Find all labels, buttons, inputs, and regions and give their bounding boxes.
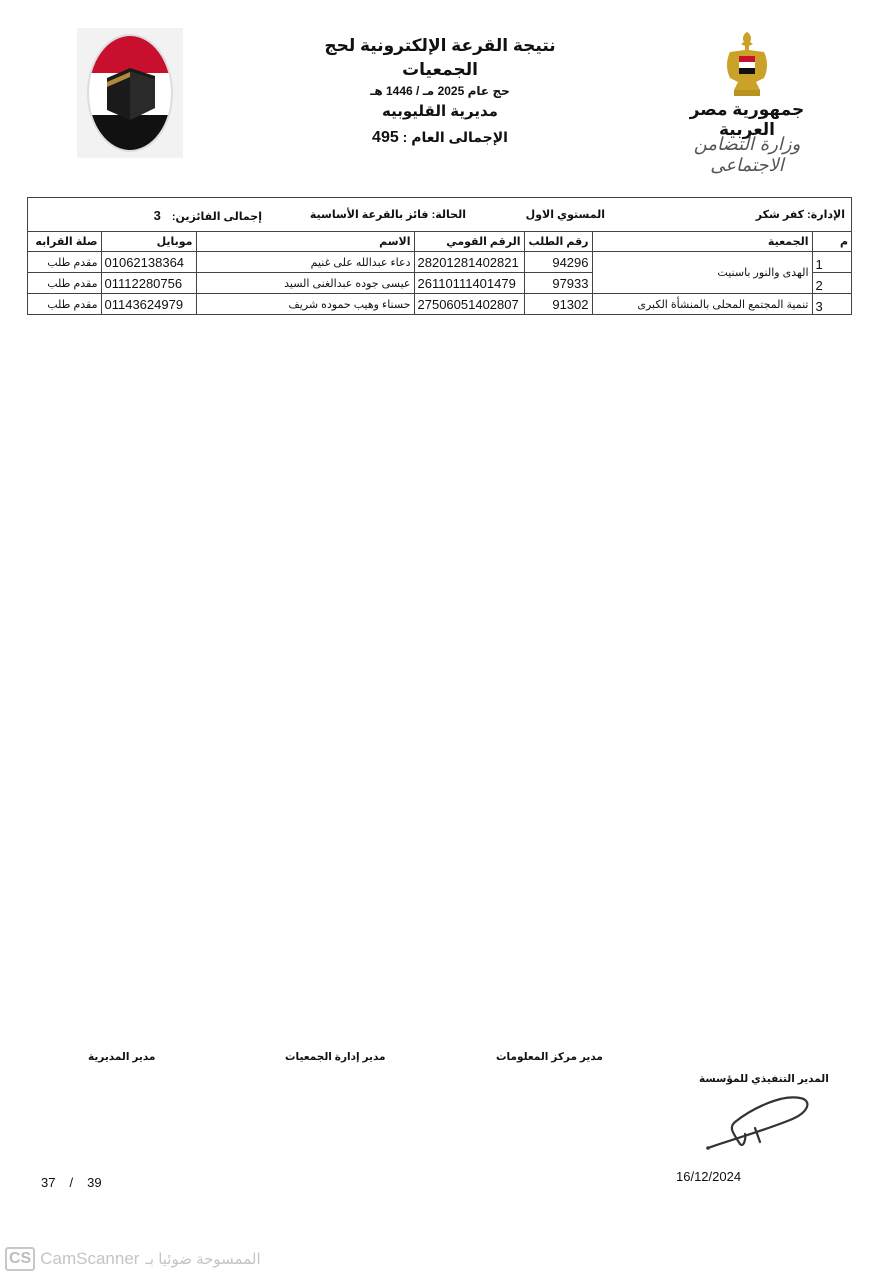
document-date: 16/12/2024: [676, 1169, 742, 1184]
cell-relation: مقدم طلب: [28, 294, 101, 315]
page-total: 39: [87, 1175, 102, 1190]
page-number: [41, 1175, 102, 1190]
results-table: [27, 197, 852, 315]
cell-relation: مقدم طلب: [28, 252, 101, 273]
kaaba-ministry-logo-icon: [77, 28, 183, 158]
cell-index: 1: [812, 252, 851, 273]
camscanner-prefix: الممسوحة ضوئيا بـ: [145, 1251, 261, 1268]
col-relation: صلة القرابه: [28, 232, 101, 252]
handwritten-signature-icon: [700, 1092, 815, 1157]
page-current: 37: [41, 1175, 56, 1190]
cell-name: عيسى جوده عبدالغنى السيد: [196, 273, 414, 294]
sig-executive-director: المدير التنفيذي للمؤسسة: [699, 1073, 829, 1085]
camscanner-watermark: [5, 1246, 261, 1272]
cell-request-no: 94296: [524, 252, 592, 273]
winners-value: 3: [153, 208, 161, 223]
cell-index: 3: [812, 294, 851, 315]
directorate-name: مديرية القليوبيه: [382, 103, 498, 120]
status: [310, 208, 466, 221]
cell-name: حسناء وهيب حموده شريف: [196, 294, 414, 315]
col-name: الاسم: [196, 232, 414, 252]
page-separator: /: [69, 1175, 74, 1190]
col-request-no: رقم الطلب: [524, 232, 592, 252]
egypt-eagle-emblem-icon: [712, 30, 782, 100]
republic-name: جمهورية مصر العربية: [689, 100, 805, 139]
report-info-row: [28, 198, 851, 232]
sig-info-center-manager: مدير مركز المعلومات: [496, 1051, 603, 1063]
winners-grid: [28, 232, 851, 314]
document-header: [290, 34, 590, 151]
administration-value: كفر شكر: [755, 209, 805, 221]
cell-relation: مقدم طلب: [28, 273, 101, 294]
sig-associations-manager: مدير إدارة الجمعيات: [285, 1051, 386, 1063]
cell-national-id: 27506051402807: [414, 294, 524, 315]
cell-index: 2: [812, 273, 851, 294]
document-title: نتيجة القرعة الإلكترونية لحج الجمعيات: [324, 36, 556, 79]
col-association: الجمعية: [592, 232, 812, 252]
grand-total-label: الإجمالى العام :: [402, 129, 508, 145]
administration-label: الإدارة:: [807, 209, 845, 221]
camscanner-logo-icon: CS: [5, 1247, 35, 1271]
winners-label: إجمالى الفائزين:: [171, 211, 262, 223]
cell-mobile: 01112280756: [101, 273, 196, 294]
cell-name: دعاء عبدالله على غنيم: [196, 252, 414, 273]
cell-national-id: 26110111401479: [414, 273, 524, 294]
col-index: م: [812, 232, 851, 252]
cell-request-no: 97933: [524, 273, 592, 294]
cell-mobile: 01143624979: [101, 294, 196, 315]
grand-total-value: 495: [372, 129, 399, 146]
status-value: فائز بالقرعة الأساسية: [309, 209, 429, 221]
cell-national-id: 28201281402821: [414, 252, 524, 273]
hajj-year: حج عام 2025 مـ / 1446 هـ: [370, 84, 510, 98]
administration: [756, 208, 845, 221]
col-national-id: الرقم القومي: [414, 232, 524, 252]
cell-request-no: 91302: [524, 294, 592, 315]
cell-association: تنمية المجتمع المحلى بالمنشأة الكبرى: [592, 294, 812, 315]
cell-association: الهدى والنور باسنيت: [592, 252, 812, 294]
table-row: [28, 252, 851, 273]
ministry-name: وزارة التضامن الاجتماعى: [693, 134, 801, 176]
cell-mobile: 01062138364: [101, 252, 196, 273]
winners-total: [154, 208, 262, 223]
camscanner-text: CamScanner: [40, 1249, 140, 1268]
level: المستوي الاول: [525, 209, 605, 221]
table-row: [28, 294, 851, 315]
status-label: الحالة:: [431, 209, 466, 221]
col-mobile: موبايل: [101, 232, 196, 252]
sig-directorate-manager: مدير المديرية: [88, 1051, 156, 1063]
table-header-row: [28, 232, 851, 252]
grand-total: [290, 124, 590, 151]
